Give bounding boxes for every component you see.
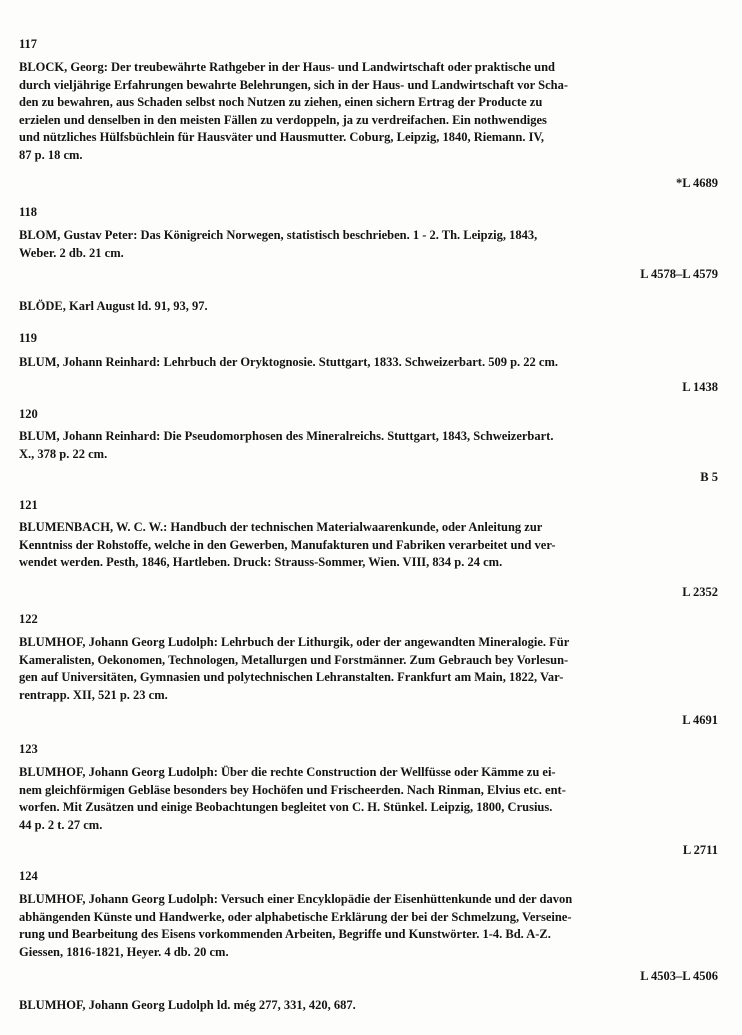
entry-line: erzielen und denselben in den meisten Fällen zu verdoppeln, ja zu verdreifachen. Ein nothwendiges [19,112,547,127]
entry-text [19,354,721,372]
entry-line: abhängenden Künste und Handwerke, oder alphabetische Erklärung der bei der Schmelzung, Verseine- [19,909,572,924]
entry-text [19,298,721,316]
entry-line: nem gleichförmigen Gebläse besonders bey Hochöfen und Frischeerden. Nach Rinman, Elvius etc. ent- [19,782,566,797]
entry-line: und nützliches Hülfsbüchlein für Hausväter und Hausmutter. Coburg, Leipzig, 1840, Riemann. IV, [19,130,544,144]
entry-line: rung und Bearbeitung des Eisens vorkommenden Arbeiten, Begriffe und Kunstwörter. 1-4. Bd. A-Z. [19,927,551,941]
entry-line: BLÖDE, Karl August ld. 91, 93, 97. [19,299,208,313]
entry-line: BLOCK, Georg: Der treubewährte Rathgeber in der Haus- und Landwirtschaft oder praktische und [19,60,556,74]
entry-text [19,59,721,164]
entry-text [19,891,721,961]
entry-number: 122 [19,612,38,626]
shelf-mark: *L 4689 [675,176,718,190]
entry-line: 87 p. 18 cm. [19,147,83,162]
entry-text [19,997,721,1015]
entry-number: 124 [19,869,38,883]
entry-line: BLUM, Johann Reinhard: Lehrbuch der Oryktognosie. Stuttgart, 1833. Schweizerbart. 509 p. 22 cm. [19,355,559,369]
entry-number: 121 [19,498,38,512]
entry-line: BLUMHOF, Johann Georg Ludolph ld. még 277, 331, 420, 687. [19,998,356,1012]
entry-text [19,428,721,463]
entry-line: BLUMHOF, Johann Georg Ludolph: Lehrbuch der Lithurgik, oder der angewandten Mineralogie. Für [19,635,570,649]
shelf-mark: L 4578–L 4579 [640,267,718,281]
entry-line: BLUMENBACH, W. C. W.: Handbuch der technischen Materialwaarenkunde, oder Anleitung zur [19,520,543,534]
shelf-mark: L 4503–L 4506 [640,969,718,983]
entry-number: 118 [19,205,38,219]
entry-line: durch vieljährige Erfahrungen bewahrte Belehrungen, sich in der Haus- und Landwirtschaft vor Scha- [19,77,568,92]
entry-line: gen auf Universitäten, Gymnasien und polytechnischen Lehranstalten. Frankfurt am Main, 1822, Var- [19,670,564,684]
entry-text [19,764,721,834]
entry-line: Giessen, 1816-1821, Heyer. 4 db. 20 cm. [19,944,229,959]
entry-line: Kameralisten, Oekonomen, Technologen, Metallurgen und Forstmänner. Zum Gebrauch bey Vorlesun- [19,652,569,667]
entry-text [19,227,721,262]
entry-line: den zu bewahren, aus Schaden selbst noch Nutzen zu ziehen, einen sichern Ertrag der Producte zu [19,95,543,109]
entry-line: 44 p. 2 t. 27 cm. [19,817,103,832]
shelf-mark: L 4691 [682,713,718,727]
shelf-mark: L 1438 [682,380,718,394]
entry-text [19,634,721,704]
entry-line: BLUMHOF, Johann Georg Ludolph: Versuch einer Encyklopädie der Eisenhüttenkunde und der davon [19,892,573,906]
entry-line: wendet werden. Pesth, 1846, Hartleben. Druck: Strauss-Sommer, Wien. VIII, 834 p. 24 cm. [19,555,503,569]
entry-line: BLUM, Johann Reinhard: Die Pseudomorphosen des Mineralreichs. Stuttgart, 1843, Schweizerbart. [19,429,554,443]
entry-line: Weber. 2 db. 21 cm. [19,245,124,260]
shelf-mark: L 2711 [682,843,718,857]
entry-number: 117 [19,37,38,51]
entry-number: 119 [19,331,38,345]
entry-line: BLOM, Gustav Peter: Das Königreich Norwegen, statistisch beschrieben. 1 - 2. Th. Leipzig, 1843, [19,228,538,242]
entry-line: X., 378 p. 22 cm. [19,446,108,461]
entry-number: 123 [19,742,38,756]
shelf-mark: B 5 [700,470,718,484]
entry-line: worfen. Mit Zusätzen und einige Beobachtungen begleitet von C. H. Stünkel. Leipzig, 1800, Crusius. [19,800,553,814]
shelf-mark: L 2352 [682,585,718,599]
entry-line: Kenntniss der Rohstoffe, welche in den Gewerben, Manufakturen und Fabriken verarbeitet und ver- [19,537,556,552]
entry-line: rentrapp. XII, 521 p. 23 cm. [19,687,168,702]
entry-text [19,519,721,572]
entry-number: 120 [19,407,38,421]
entry-line: BLUMHOF, Johann Georg Ludolph: Über die rechte Construction der Wellfüsse oder Kämme zu ei- [19,765,556,779]
